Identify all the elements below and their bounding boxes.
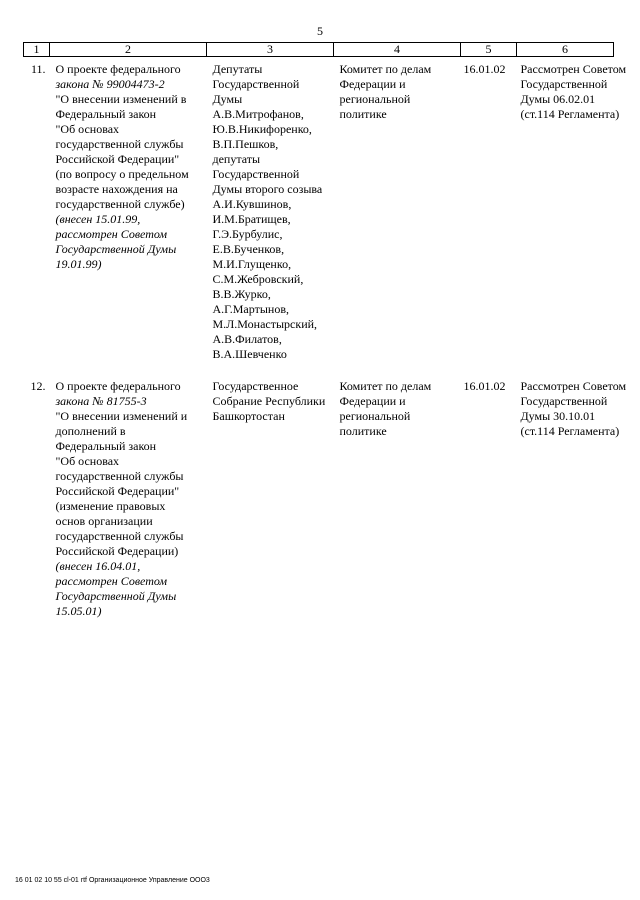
bill-text-line: дополнений в (55, 423, 126, 438)
bill-note-line: рассмотрен Советом (55, 573, 168, 588)
bill-note-line: 19.01.99) (55, 256, 102, 271)
footer-line: 16 01 02 10 55 cl-01 rtf Организационное Управление ООО3 (15, 877, 210, 884)
bill-note-line: рассмотрен Советом (55, 226, 168, 241)
bills-table (23, 42, 627, 619)
author-line: В.А.Шевченко (212, 346, 287, 361)
bill-description (50, 62, 207, 371)
author-line: Думы (212, 91, 243, 106)
bill-text-line: возрасте нахождения на (55, 181, 178, 196)
bill-text-line: О проекте федерального (55, 61, 181, 76)
col-header-3: 3 (207, 43, 334, 57)
col-header-5: 5 (461, 43, 517, 57)
bill-note-line: 15.05.01) (55, 603, 102, 618)
author-line: А.В.Филатов, (212, 331, 282, 346)
author-line: В.П.Пешков, (212, 136, 279, 151)
bill-text-line: "Об основах (55, 453, 120, 468)
row-number: 12. (30, 378, 46, 393)
author-line: Государственное (212, 378, 299, 393)
status-line: Думы 30.10.01 (520, 408, 596, 423)
author-line: Башкортостан (212, 408, 285, 423)
bill-text-line: Российской Федерации" (55, 151, 180, 166)
bill-text-line: Федеральный закон (55, 106, 157, 121)
author-line: А.Г.Мартынов, (212, 301, 289, 316)
author-line: Е.В.Бученков, (212, 241, 285, 256)
author-line: С.М.Жебровский, (212, 271, 304, 286)
bill-note-line: Государственной Думы (55, 588, 177, 603)
bill-number-line (56, 394, 207, 409)
author-line: депутаты (212, 151, 261, 166)
col-header-2: 2 (50, 43, 207, 57)
author-line: Ю.В.Никифоренко, (212, 121, 312, 136)
status-line: Думы 06.02.01 (520, 91, 596, 106)
table-row (24, 62, 614, 371)
status-line: (ст.114 Регламента) (520, 423, 620, 438)
author-line: И.М.Братищев, (212, 211, 291, 226)
author-line: А.И.Кувшинов, (212, 196, 292, 211)
committee-line: политике (339, 106, 387, 121)
date: 16.01.02 (463, 61, 506, 76)
bill-text-line: "Об основах (55, 121, 120, 136)
bill-authors (207, 62, 334, 371)
status-line: Государственной (520, 393, 608, 408)
author-line: А.В.Митрофанов, (212, 106, 304, 121)
committee-line: Комитет по делам (339, 61, 432, 76)
bill-number-line (56, 77, 207, 92)
date: 16.01.02 (463, 378, 506, 393)
committee-line: региональной (339, 408, 411, 423)
bill-text-line: (по вопросу о предельном (55, 166, 189, 181)
col-header-4: 4 (334, 43, 461, 57)
author-line: Собрание Республики (212, 393, 326, 408)
committee-line: политике (339, 423, 387, 438)
bill-text-line: Федеральный закон (55, 438, 157, 453)
author-line: Думы второго созыва (212, 181, 323, 196)
status (517, 378, 627, 619)
committee (334, 379, 461, 619)
bill-text-line: (изменение правовых (55, 498, 166, 513)
status-line: Рассмотрен Советом (520, 61, 627, 76)
bill-number: закона № 81755-3 (55, 393, 147, 408)
bill-text-line: О проекте федерального (55, 378, 181, 393)
bill-text-line: Российской Федерации) (55, 543, 179, 558)
bill-text-line: "О внесении изменений и (55, 408, 188, 423)
author-line: М.Л.Монастырский, (212, 316, 318, 331)
author-line: М.И.Глущенко, (212, 256, 292, 271)
committee (334, 62, 461, 371)
status-line: Государственной (520, 76, 608, 91)
bill-description (50, 379, 207, 619)
committee-line: Федерации и (339, 393, 406, 408)
committee-line: Комитет по делам (339, 378, 432, 393)
bill-note-line: (внесен 16.04.01, (55, 558, 141, 573)
col-header-1: 1 (24, 43, 50, 57)
bill-authors (207, 379, 334, 619)
bill-text-line: государственной службы (55, 528, 184, 543)
bill-text-line: государственной службе) (55, 196, 185, 211)
header-row (24, 43, 614, 57)
status-line: Рассмотрен Советом (520, 378, 627, 393)
author-line: Депутаты (212, 61, 263, 76)
col-header-6: 6 (517, 43, 614, 57)
author-line: Государственной (212, 166, 300, 181)
table-row (24, 379, 614, 619)
status (517, 61, 627, 371)
bill-note-line: Государственной Думы (55, 241, 177, 256)
status-line: (ст.114 Регламента) (520, 106, 620, 121)
bill-text-line: Российской Федерации" (55, 483, 180, 498)
committee-line: региональной (339, 91, 411, 106)
author-line: Г.Э.Бурбулис, (212, 226, 283, 241)
row-number: 11. (30, 61, 46, 76)
page-number: 5 (317, 24, 323, 38)
bill-text-line: государственной службы (55, 468, 184, 483)
bill-text-line: государственной службы (55, 136, 184, 151)
bill-number: закона № 99004473-2 (55, 76, 165, 91)
committee-line: Федерации и (339, 76, 406, 91)
bill-note-line: (внесен 15.01.99, (55, 211, 141, 226)
author-line: В.В.Журко, (212, 286, 271, 301)
bill-text-line: "О внесении изменений в (55, 91, 187, 106)
author-line: Государственной (212, 76, 300, 91)
bill-text-line: основ организации (55, 513, 153, 528)
